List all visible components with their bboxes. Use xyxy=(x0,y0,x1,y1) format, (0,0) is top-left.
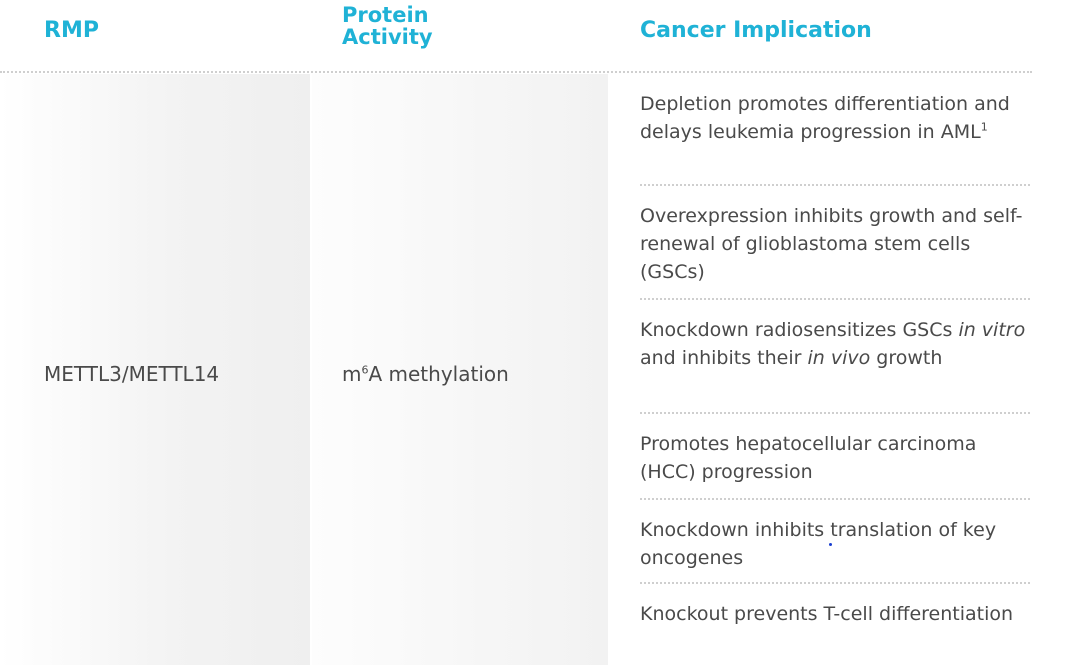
implication-text: Depletion promotes differentiation and delays leukemia progression in AML xyxy=(640,93,1010,143)
implication-item: Knockdown inhibits translation of key oncogenes xyxy=(640,519,997,569)
implication-item: Knockout prevents T-cell differentiation xyxy=(640,603,1014,625)
implication-text: growth xyxy=(870,347,943,369)
header-cancer-implication: Cancer Implication xyxy=(640,18,872,43)
implication-divider xyxy=(640,298,1030,300)
header-protein-activity xyxy=(342,4,542,48)
implication-item xyxy=(640,316,1032,372)
implication-divider xyxy=(640,412,1030,414)
implication-text: and inhibits their xyxy=(640,347,808,369)
rmp-column xyxy=(0,74,310,665)
citation-superscript: 1 xyxy=(980,120,988,134)
implication-item: Promotes hepatocellular carcinoma (HCC) progression xyxy=(640,433,977,483)
implication-column xyxy=(610,74,1080,665)
activity-value xyxy=(342,360,509,388)
rmp-value: METTL3/METTL14 xyxy=(44,362,220,386)
header-activity-line2: Activity xyxy=(342,25,433,49)
implication-italic: in vivo xyxy=(807,347,871,369)
header-rmp: RMP xyxy=(44,18,99,43)
implication-divider xyxy=(640,184,1030,186)
stray-dot xyxy=(829,543,832,546)
header-divider xyxy=(0,71,1032,73)
implication-item: Overexpression inhibits growth and self-renewal of glioblastoma stem cells (GSCs) xyxy=(640,205,1023,283)
implication-divider xyxy=(640,582,1030,584)
implication-item xyxy=(640,90,1032,146)
implication-text: Knockdown radiosensitizes GSCs xyxy=(640,319,959,341)
activity-column xyxy=(312,74,608,665)
table-header xyxy=(0,0,1080,70)
activity-prefix: m xyxy=(342,362,362,386)
implication-divider xyxy=(640,498,1030,500)
implication-italic: in vitro xyxy=(958,319,1026,341)
activity-suffix: A methylation xyxy=(368,362,509,386)
activity-superscript: 6 xyxy=(361,363,369,377)
header-activity-line1: Protein xyxy=(342,3,429,27)
